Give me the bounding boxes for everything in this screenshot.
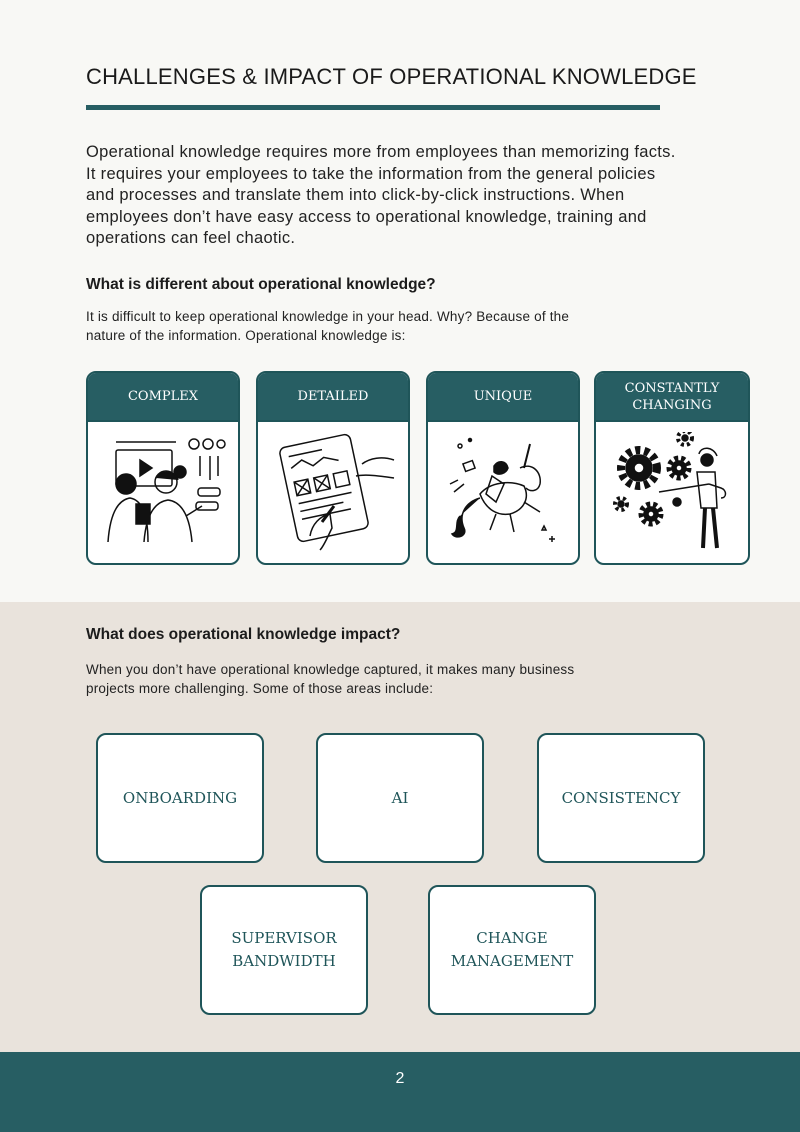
impact-heading: What does operational knowledge impact? [86, 626, 401, 643]
impact-area-line: SUPERVISOR [231, 929, 337, 947]
intro-paragraph [86, 142, 726, 250]
tablet-wireframe-icon [270, 432, 396, 552]
impact-area-box [316, 733, 484, 863]
page-footer [0, 1052, 800, 1132]
card-detailed [256, 371, 410, 565]
card-title [258, 373, 408, 422]
different-heading: What is different about operational knowledge? [86, 276, 436, 293]
impact-line: When you don’t have operational knowledge captured, it makes many business [86, 662, 575, 677]
impact-area-label: ONBOARDING [122, 788, 238, 807]
intro-line: employees don’t have easy access to operational knowledge, training and [86, 207, 647, 226]
impact-area-box [537, 733, 705, 863]
different-line: It is difficult to keep operational knowledge in your head. Why? Because of the [86, 309, 570, 324]
impact-section [0, 602, 800, 1052]
card-title-line: CHANGING [632, 397, 712, 413]
impact-line: projects more challenging. Some of those areas include: [86, 681, 434, 696]
page-number: 2 [395, 1070, 405, 1087]
card-title [88, 373, 238, 422]
team-presentation-icon [100, 432, 226, 552]
intro-line: It requires your employees to take the information from the general policies [86, 164, 656, 183]
card-title-text: COMPLEX [127, 389, 199, 404]
intro-line: Operational knowledge requires more from employees than memorizing facts. [86, 143, 676, 161]
card-title-text: UNIQUE [473, 389, 533, 404]
intro-line: and processes and translate them into click-by-click instructions. When [86, 186, 625, 204]
different-line: nature of the information. Operational knowledge is: [86, 328, 406, 343]
card-title-text: DETAILED [297, 389, 369, 404]
impact-area-box [200, 885, 368, 1015]
impact-area-label: AI [391, 788, 409, 807]
impact-area-box [96, 733, 264, 863]
page-title: CHALLENGES & IMPACT OF OPERATIONAL KNOWLEDGE [86, 64, 697, 89]
unicorn-rider-icon [440, 432, 566, 552]
card-title-text [625, 380, 720, 414]
card-complex [86, 371, 240, 565]
intro-line: operations can feel chaotic. [86, 229, 296, 247]
card-unique [426, 371, 580, 565]
impact-area-label [231, 927, 336, 973]
impact-area-box [428, 885, 596, 1015]
impact-area-line: MANAGEMENT [450, 952, 574, 970]
title-underline [86, 105, 660, 110]
card-title-line: CONSTANTLY [624, 380, 720, 396]
knowledge-traits [86, 371, 750, 567]
impact-area-line: BANDWIDTH [232, 952, 336, 970]
card-title [428, 373, 578, 422]
impact-area-label [451, 927, 574, 973]
gears-person-icon [609, 432, 735, 552]
card-title [596, 373, 748, 422]
different-paragraph [86, 307, 646, 345]
impact-area-line: CHANGE [476, 929, 548, 947]
card-constantly-changing [594, 371, 750, 565]
impact-areas [0, 602, 800, 1052]
impact-area-label: CONSISTENCY [561, 788, 681, 807]
